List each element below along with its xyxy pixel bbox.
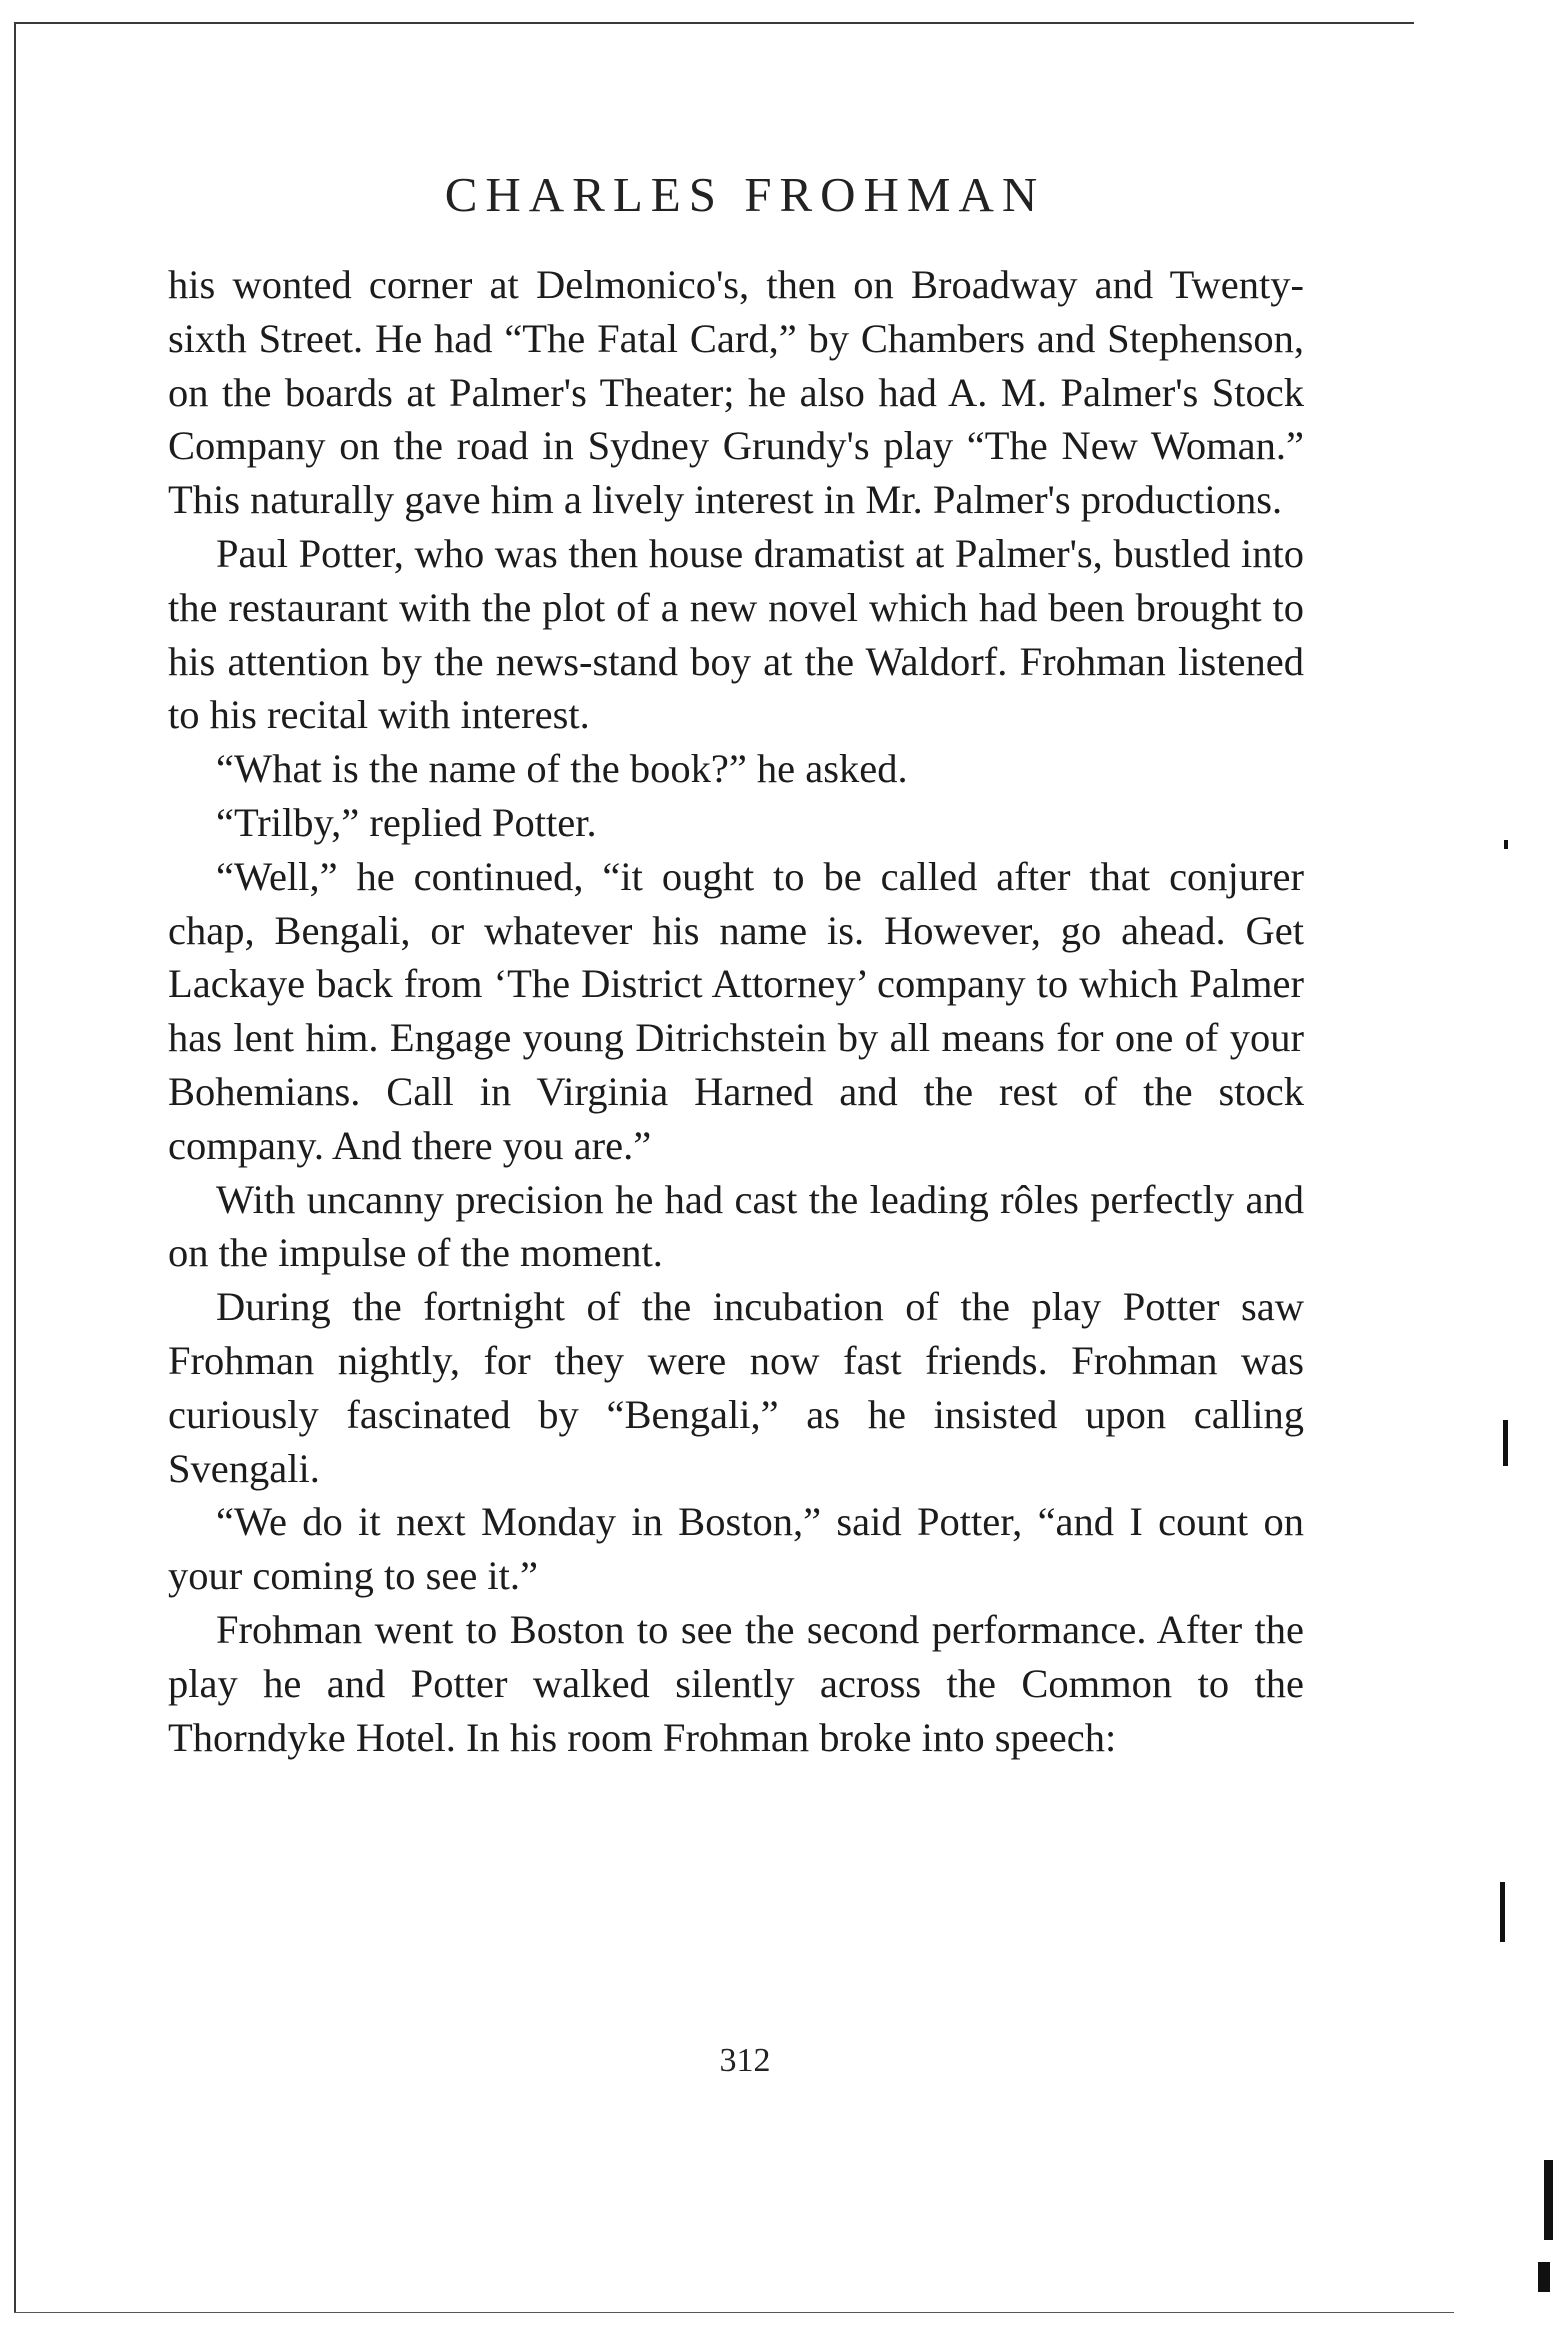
running-head: CHARLES FROHMAN: [444, 167, 1046, 222]
page-edge-bottom: [14, 2312, 1454, 2313]
scan-speck: [1504, 840, 1508, 849]
page-edge-top: [14, 22, 1414, 24]
paragraph: With uncanny precision he had cast the leading rôles perfectly and on the impulse of the moment.: [168, 1176, 1304, 1276]
page-edge-left: [14, 22, 16, 2312]
page-number: 312: [719, 2042, 771, 2079]
paragraph: “What is the name of the book?” he asked.: [216, 746, 908, 792]
paragraph: During the fortnight of the incubation of the play Potter saw Frohman nightly, for they were now fast friends. Frohman was curiously fascinated by “Bengali,” as he insisted upon calling Svengali.: [168, 1284, 1304, 1491]
paragraph: “Well,” he continued, “it ought to be called after that conjurer chap, Bengali, or whatever his name is. However, go ahead. Get Lackaye back from ‘The District Attorney’ company to which Palmer has lent him. Engage young Ditrichstein by all means for one of your Bohemians. Call in Virginia Harned and the rest of the stock company. And there you are.”: [168, 853, 1304, 1168]
paragraph: Frohman went to Boston to see the second performance. After the play he and Potter walked silently across the Common to the Thorndyke Hotel. In his room Frohman broke into speech:: [168, 1606, 1304, 1760]
paragraph: “Trilby,” replied Potter.: [216, 799, 597, 845]
paragraph: Paul Potter, who was then house dramatist at Palmer's, bustled into the restaurant with the plot of a new novel which had been brought to his attention by the news-stand boy at the Waldorf. Frohman listened to his recital with interest.: [168, 530, 1304, 738]
scan-speck: [1500, 1882, 1505, 1942]
paragraph: “We do it next Monday in Boston,” said Potter, “and I count on your coming to see it.”: [168, 1499, 1304, 1599]
body-text: [168, 258, 1304, 1764]
paragraph: his wonted corner at Delmonico's, then on Broadway and Twenty-sixth Street. He had “The Fatal Card,” by Chambers and Stephenson, on the boards at Palmer's Theater; he also had A. M. Palmer's Stock Company on the road in Sydney Grundy's play “The New Woman.” This naturally gave him a lively interest in Mr. Palmer's productions.: [168, 262, 1304, 523]
scan-speck: [1538, 2262, 1550, 2292]
scan-speck: [1544, 2160, 1553, 2240]
scan-speck: [1503, 1420, 1508, 1466]
